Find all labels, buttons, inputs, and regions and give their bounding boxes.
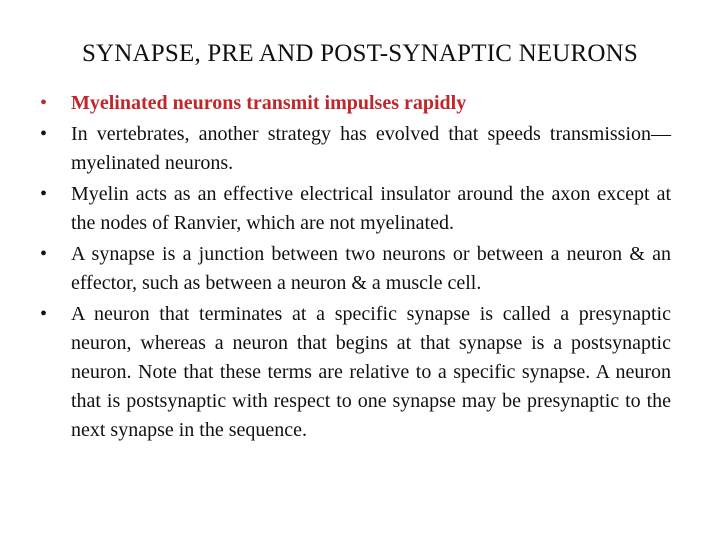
bullet-icon: • [40,123,48,145]
bullet-text: A neuron that terminates at a specific synapse is called a presynaptic neuron, whereas a neuron that begins at that synapse is a postsynaptic neuron. Note that these terms are relative to a specific synapse. A neuron that is postsynaptic with respect to one synapse may be presynaptic to the next synapse in the sequence. [71,303,671,441]
bullet-item [40,180,671,238]
bullet-icon: • [40,303,48,325]
bullet-item [40,89,671,118]
bullet-item [40,120,671,178]
bullet-item [40,300,671,445]
bullet-text: Myelinated neurons transmit impulses rapidly [71,92,467,114]
slide-title: SYNAPSE, PRE AND POST-SYNAPTIC NEURONS [81,40,639,67]
bullet-icon: • [40,183,48,205]
bullet-item [40,240,671,298]
bullet-text: In vertebrates, another strategy has evolved that speeds transmission—myelinated neurons. [71,123,671,174]
bullet-text: A synapse is a junction between two neurons or between a neuron & an effector, such as between a neuron & a muscle cell. [71,243,671,294]
bullet-icon: • [40,243,48,265]
bullet-text: Myelin acts as an effective electrical insulator around the axon except at the nodes of Ranvier, which are not myelinated. [71,183,671,234]
bullet-icon: • [40,92,48,114]
bullet-list [40,89,671,447]
